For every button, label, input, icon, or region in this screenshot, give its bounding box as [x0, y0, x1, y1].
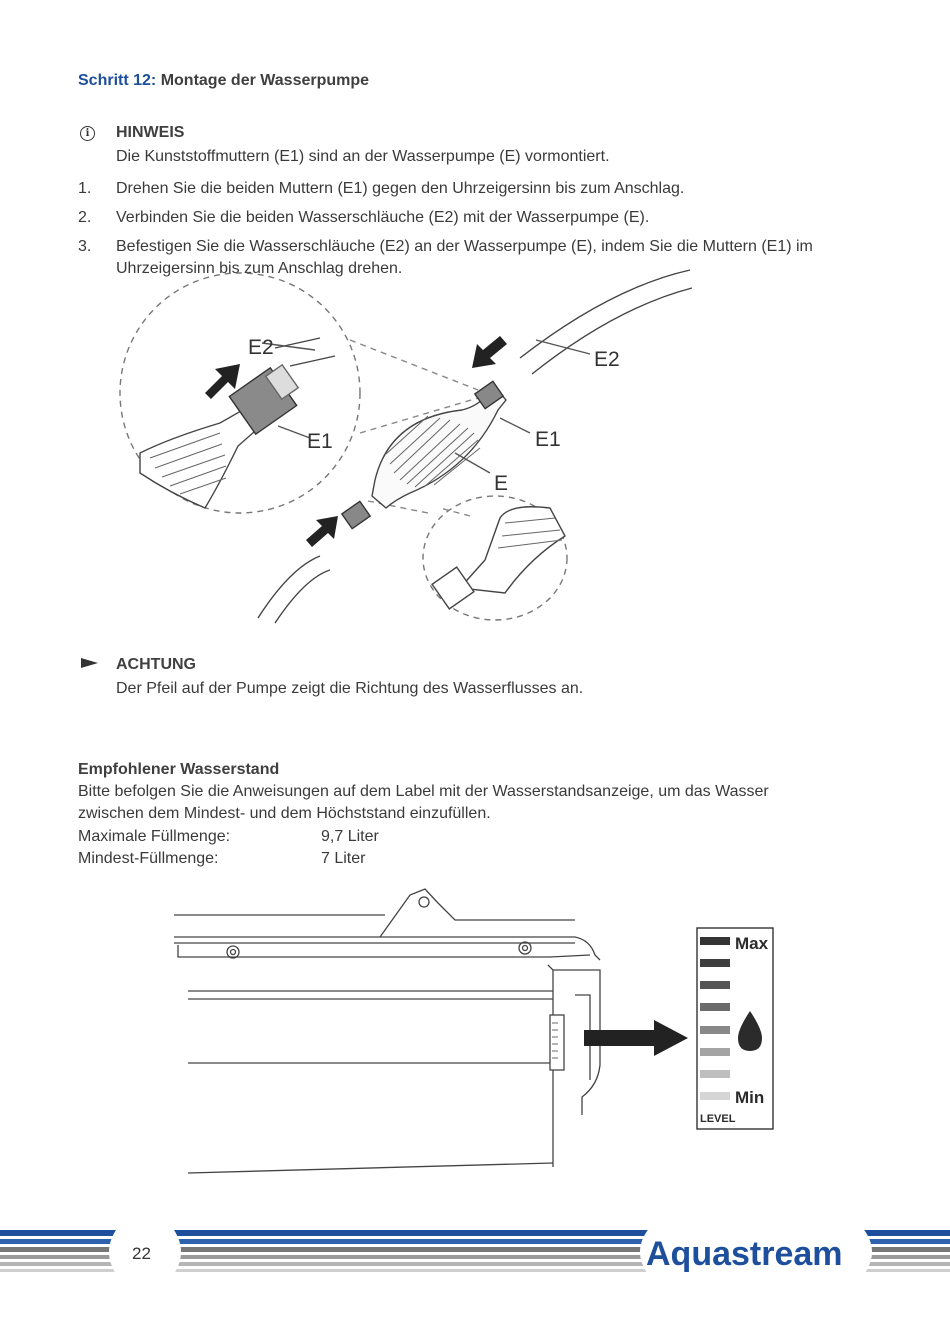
step-1-number: 1.: [78, 180, 92, 197]
triangle-pointer-icon: [80, 656, 100, 670]
tank-figure: [170, 885, 620, 1185]
footer-band: [0, 1225, 950, 1280]
step-title: [78, 72, 369, 90]
label-e1-right: E1: [535, 428, 561, 451]
note-heading: HINWEIS: [116, 124, 185, 141]
gauge-min-label: Min: [735, 1088, 765, 1107]
level-gauge: [696, 925, 776, 1131]
arrow-icon-bottom: [306, 516, 338, 547]
spec-max-value: 9,7 Liter: [321, 828, 379, 845]
pump-assembly-figure: [110, 268, 710, 628]
page-number: 22: [132, 1244, 151, 1263]
note-text: Die Kunststoffmuttern (E1) sind an der Wasserpumpe (E) vormontiert.: [116, 148, 610, 165]
step-2-number: 2.: [78, 209, 92, 226]
spec-min-value: 7 Liter: [321, 850, 366, 867]
spec-min-label: Mindest-Füllmenge:: [78, 850, 219, 867]
step-heading: Montage der Wasserpumpe: [160, 72, 370, 89]
label-e2-right: E2: [594, 348, 620, 371]
label-e: E: [494, 472, 509, 495]
water-level-text-line1: Bitte befolgen Sie die Anweisungen auf dem Label mit der Wasserstandsanzeige, um das Wasser: [78, 783, 769, 800]
step-1-text: Drehen Sie die beiden Muttern (E1) gegen den Uhrzeigersinn bis zum Anschlag.: [116, 180, 685, 197]
water-level-text-line2: zwischen dem Mindest- und dem Höchststand einzufüllen.: [78, 805, 491, 822]
water-level-heading: Empfohlener Wasserstand: [78, 761, 280, 778]
step-3-text-line2: Uhrzeigersinn bis zum Anschlag drehen.: [116, 260, 403, 277]
arrow-right-icon: [582, 1018, 692, 1058]
caution-text: Der Pfeil auf der Pumpe zeigt die Richtung des Wasserflusses an.: [116, 680, 584, 697]
step-3-number: 3.: [78, 238, 92, 255]
spec-max-label: Maximale Füllmenge:: [78, 828, 231, 845]
step-number: Schritt 12:: [78, 72, 157, 89]
label-e1-left: E1: [307, 430, 333, 453]
step-3-text-line1: Befestigen Sie die Wasserschläuche (E2) an der Wasserpumpe (E), indem Sie die Muttern (E1) im: [116, 238, 813, 255]
step-2-text: Verbinden Sie die beiden Wasserschläuche (E2) mit der Wasserpumpe (E).: [116, 209, 650, 226]
info-icon: i: [80, 126, 95, 141]
label-e2-left: E2: [248, 336, 274, 359]
gauge-level-label: LEVEL: [700, 1113, 736, 1125]
arrow-icon-top: [472, 336, 507, 368]
caution-heading: ACHTUNG: [116, 656, 196, 673]
gauge-max-label: Max: [735, 934, 769, 953]
brand-logo: Aquastream: [646, 1235, 843, 1273]
